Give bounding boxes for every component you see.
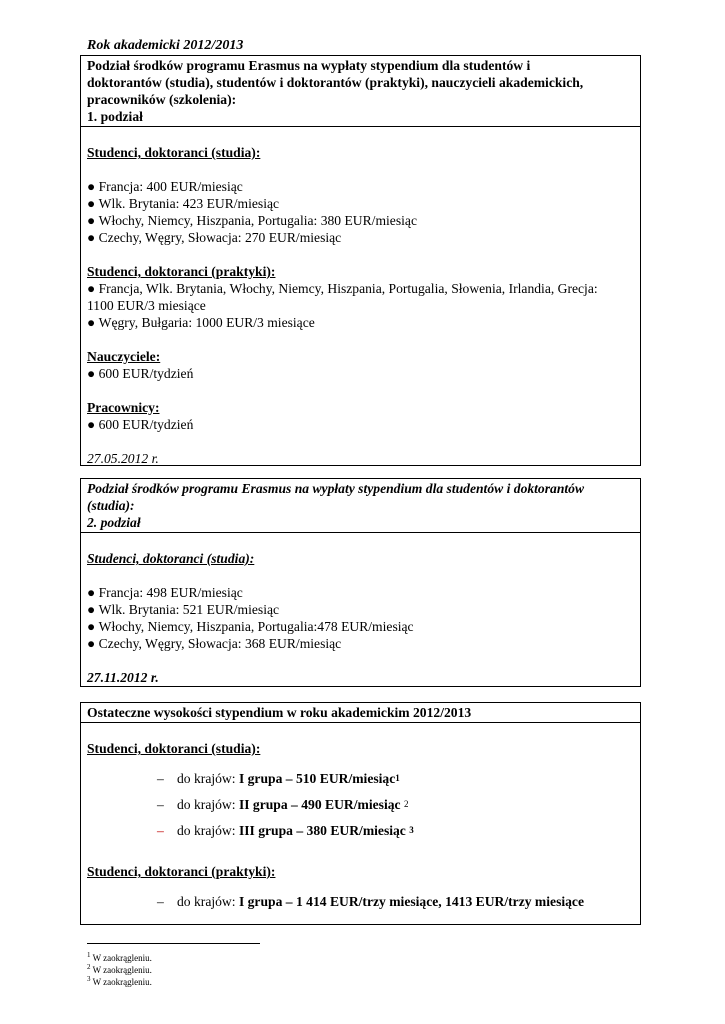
document-title: Rok akademicki 2012/2013: [87, 38, 244, 53]
final-amounts-box: [80, 702, 641, 925]
header-line: Podział środków programu Erasmus na wypłaty stypendium dla studentów i: [87, 58, 531, 73]
footnote: $^1$ W zaokrągleniu.: [87, 951, 152, 963]
list-item: ● Francja: 498 EUR/miesiąc: [87, 584, 634, 601]
list-item: ● Czechy, Węgry, Słowacja: 368 EUR/miesiąc: [87, 635, 634, 652]
list-item: ● Włochy, Niemcy, Hiszpania, Portugalia: 380 EUR/miesiąc: [87, 212, 634, 229]
second-allocation-header: [81, 479, 640, 533]
list-item: ● Wlk. Brytania: 521 EUR/miesiąc: [87, 601, 634, 618]
praktyki-heading: Studenci, doktoranci (praktyki):: [87, 264, 276, 279]
nauczyciele-heading: Nauczyciele:: [87, 349, 161, 364]
group-item: – do krajów: I grupa – 510 EUR/miesiąc 1: [157, 770, 400, 786]
list-item: ● 600 EUR/tydzień: [87, 365, 634, 382]
header-line: pracowników (szkolenia):: [87, 92, 237, 107]
header-line: (studia):: [87, 498, 135, 513]
studia-heading: Studenci, doktoranci (studia):: [87, 741, 261, 756]
second-allocation-box: [80, 478, 641, 687]
list-item: ● Wlk. Brytania: 423 EUR/miesiąc: [87, 195, 634, 212]
first-allocation-header: [81, 56, 640, 127]
date: 27.05.2012 r.: [87, 451, 159, 466]
final-amounts-header: Ostateczne wysokości stypendium w roku akademickim 2012/2013: [81, 703, 640, 723]
list-item: ● Czechy, Węgry, Słowacja: 270 EUR/miesiąc: [87, 229, 634, 246]
list-item: ● Włochy, Niemcy, Hiszpania, Portugalia:478 EUR/miesiąc: [87, 618, 634, 635]
studia-heading: Studenci, doktoranci (studia):: [87, 551, 255, 566]
list-item: ● Węgry, Bułgaria: 1000 EUR/3 miesiące: [87, 314, 634, 331]
group-item: – do krajów: III grupa – 380 EUR/miesiąc 3: [157, 822, 414, 838]
praktyki-heading: Studenci, doktoranci (praktyki):: [87, 864, 276, 879]
list-item: ● Francja, Wlk. Brytania, Włochy, Niemcy, Hiszpania, Portugalia, Słowenia, Irlandia, Grecja:: [87, 280, 634, 297]
red-dash: –: [157, 822, 164, 838]
date: 27.11.2012 r.: [87, 670, 159, 685]
footnote: $^2$ W zaokrągleniu.: [87, 963, 152, 975]
list-item-continuation: 1100 EUR/3 miesiące: [87, 298, 206, 313]
group-item: – do krajów: II grupa – 490 EUR/miesiąc 2: [157, 796, 409, 812]
header-line: 2. podział: [87, 515, 141, 530]
list-item: ● Francja: 400 EUR/miesiąc: [87, 178, 634, 195]
footnote: $^3$ W zaokrągleniu.: [87, 975, 152, 987]
studia-heading: Studenci, doktoranci (studia):: [87, 145, 261, 160]
group-item: – do krajów: I grupa – 1 414 EUR/trzy miesiące, 1413 EUR/trzy miesiące: [157, 893, 584, 909]
header-line: doktorantów (studia), studentów i doktorantów (praktyki), nauczycieli akademickich,: [87, 75, 584, 90]
pracownicy-heading: Pracownicy:: [87, 400, 160, 415]
list-item: ● 600 EUR/tydzień: [87, 416, 634, 433]
header-line: Podział środków programu Erasmus na wypłaty stypendium dla studentów i doktorantów: [87, 481, 585, 496]
header-line: 1. podział: [87, 109, 143, 124]
footnote-separator: [87, 943, 260, 944]
first-allocation-box: [80, 55, 641, 466]
